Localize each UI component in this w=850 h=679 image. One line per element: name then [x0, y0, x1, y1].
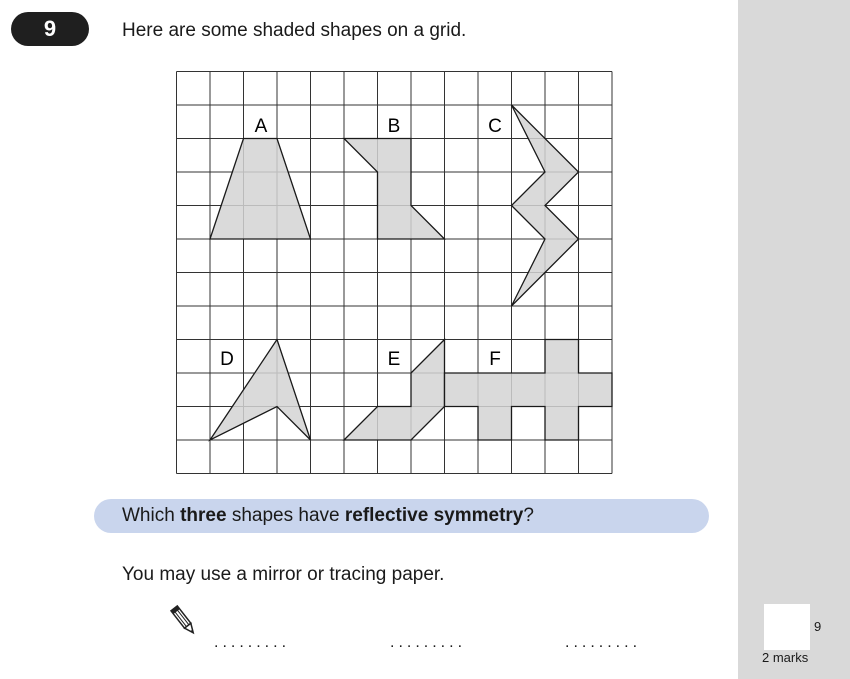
question-prompt	[94, 499, 709, 533]
hint-text: You may use a mirror or tracing paper.	[122, 564, 445, 585]
answer-line-2[interactable]: .........	[390, 634, 467, 651]
shape-b	[344, 139, 445, 240]
shape-label-d: D	[220, 349, 234, 370]
shape-label-c: C	[488, 116, 502, 137]
pencil-icon	[170, 603, 198, 639]
marks-label: 2 marks	[762, 650, 809, 665]
question-intro: Here are some shaded shapes on a grid.	[122, 20, 467, 41]
shape-label-e: E	[387, 349, 401, 370]
mark-box[interactable]	[764, 604, 810, 650]
answer-line-3[interactable]: .........	[565, 634, 642, 651]
shape-f	[445, 340, 613, 441]
answer-line-1[interactable]: .........	[214, 634, 291, 651]
shape-label-b: B	[387, 116, 401, 137]
prompt-text: Which three shapes have reflective symmetry?	[122, 505, 534, 526]
shape-label-a: A	[254, 116, 268, 137]
margin-question-number: 9	[814, 619, 822, 634]
question-number-badge: 9	[11, 12, 89, 46]
shape-a	[210, 139, 311, 240]
shape-label-f: F	[489, 349, 501, 370]
